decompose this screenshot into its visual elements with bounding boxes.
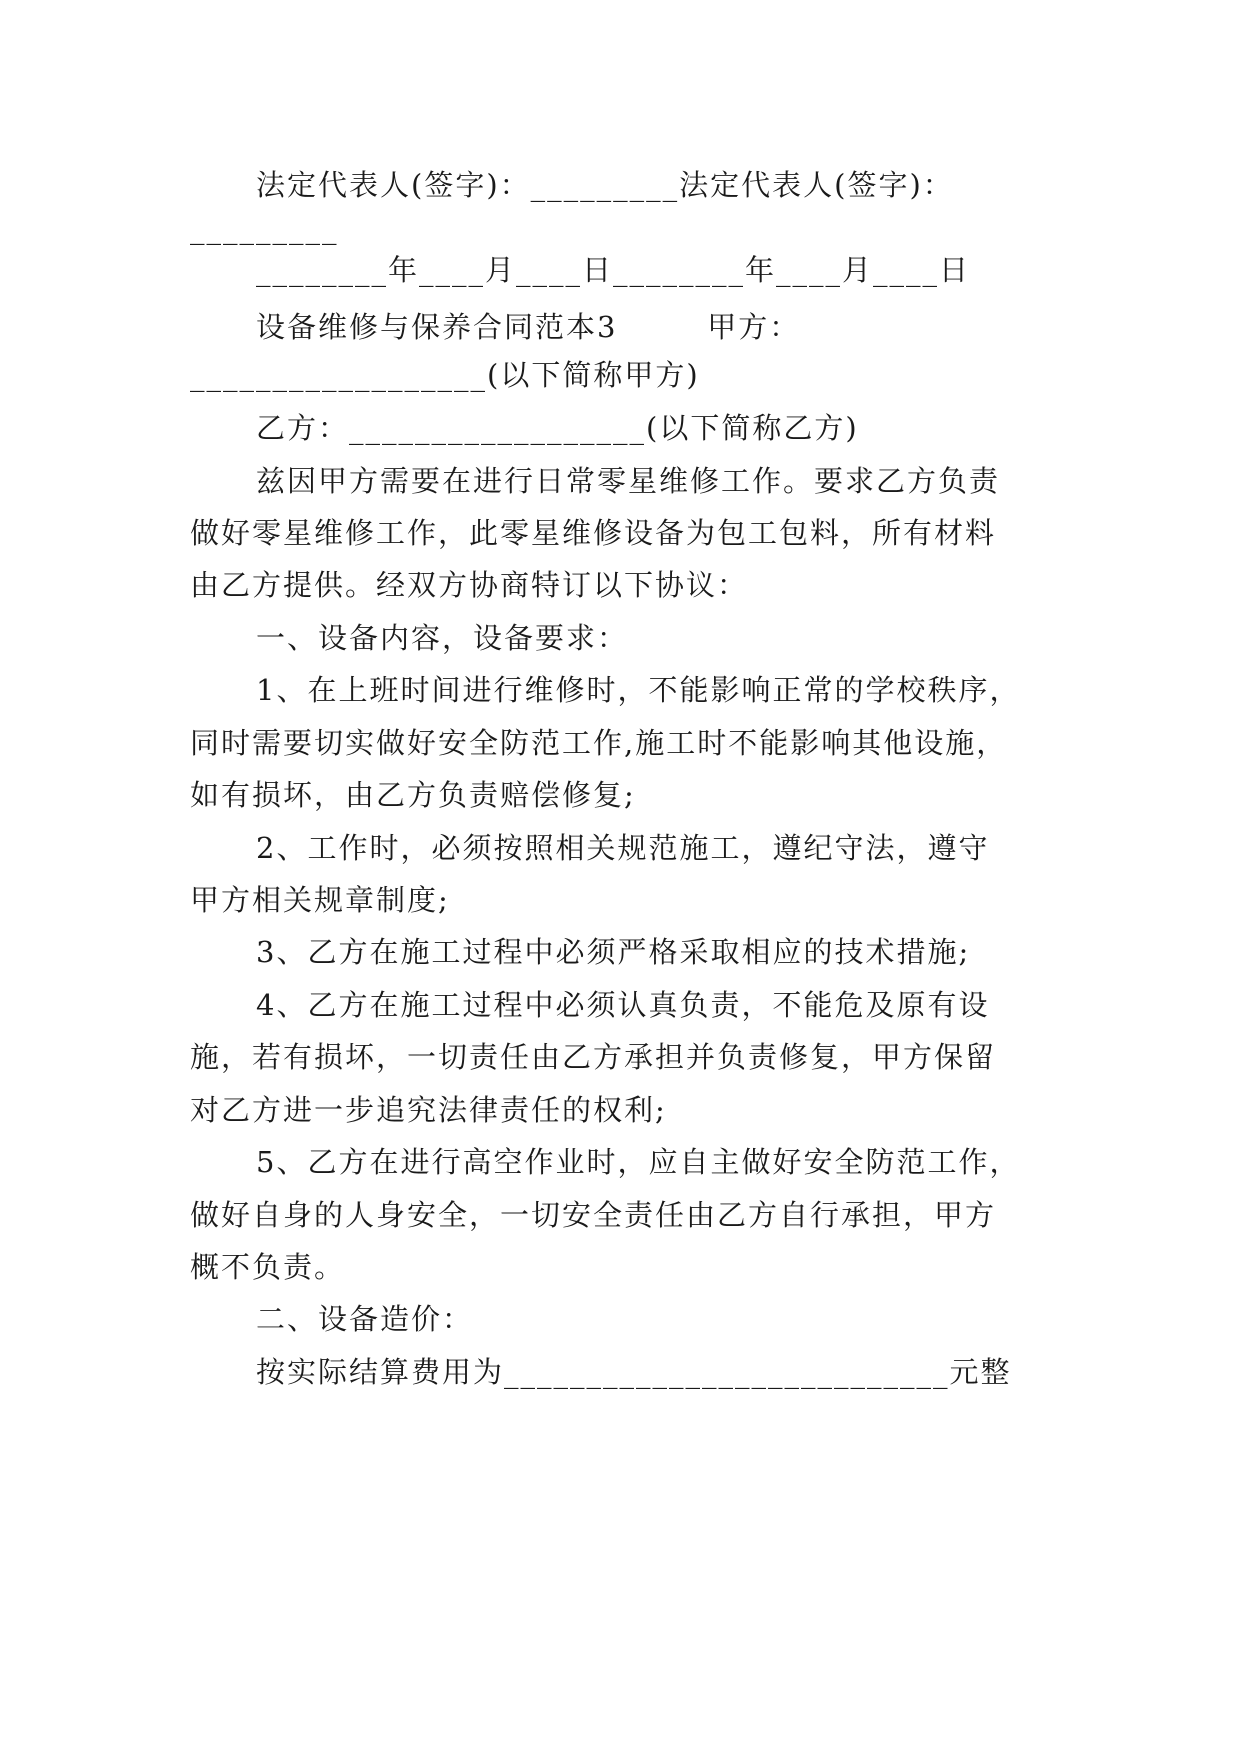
party-a-line: __________________(以下简称甲方) — [190, 358, 700, 392]
signature-blank: _________ — [190, 211, 339, 245]
paragraph-line: 2、工作时，必须按照相关规范施工，遵纪守法，遵守 — [256, 831, 990, 865]
paragraph-line: 概不负责。 — [190, 1250, 346, 1284]
paragraph-line: 施，若有损坏，一切责任由乙方承担并负责修复，甲方保留 — [190, 1040, 997, 1074]
paragraph-line: 按实际结算费用为___________________________元整 — [256, 1355, 1012, 1389]
paragraph-line: 做好自身的人身安全，一切安全责任由乙方自行承担，甲方 — [190, 1198, 997, 1232]
party-b-line: 乙方：__________________(以下简称乙方) — [256, 411, 859, 445]
section-heading: 二、设备造价： — [256, 1302, 474, 1336]
signature-line: 法定代表人(签字)：_________法定代表人(签字)： — [256, 168, 954, 202]
paragraph-line: 对乙方进一步追究法律责任的权利; — [190, 1093, 667, 1127]
paragraph-line: 甲方相关规章制度; — [190, 883, 450, 917]
paragraph-line: 兹因甲方需要在进行日常零星维修工作。要求乙方负责 — [256, 464, 1001, 498]
date-line: ________年____月____日________年____月____日 — [256, 253, 971, 287]
section-heading: 一、设备内容，设备要求： — [256, 621, 629, 655]
paragraph-line: 1、在上班时间进行维修时，不能影响正常的学校秩序， — [256, 673, 1021, 707]
paragraph-line: 5、乙方在进行高空作业时，应自主做好安全防范工作， — [256, 1145, 1021, 1179]
contract-title-line: 设备维修与保养合同范本3 甲方： — [256, 310, 801, 344]
paragraph-line: 做好零星维修工作，此零星维修设备为包工包料，所有材料 — [190, 516, 997, 550]
paragraph-line: 3、乙方在施工过程中必须严格采取相应的技术措施; — [256, 935, 971, 969]
paragraph-line: 4、乙方在施工过程中必须认真负责，不能危及原有设 — [256, 988, 990, 1022]
paragraph-line: 由乙方提供。经双方协商特订以下协议： — [190, 568, 749, 602]
paragraph-line: 同时需要切实做好安全防范工作,施工时不能影响其他设施， — [190, 726, 1008, 760]
paragraph-line: 如有损坏，由乙方负责赔偿修复; — [190, 778, 636, 812]
